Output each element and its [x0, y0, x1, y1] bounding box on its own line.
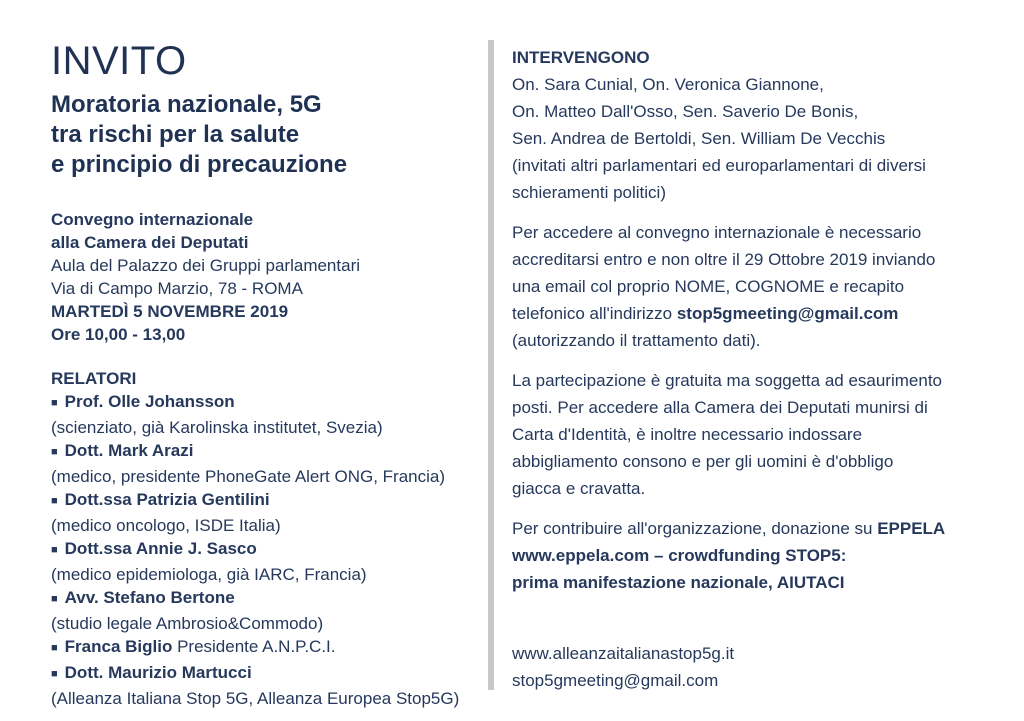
attendee-line: On. Sara Cunial, On. Veronica Giannone,: [512, 75, 824, 94]
paragraph-line: Per accedere al convegno internazionale è necessario: [512, 223, 922, 242]
event-address-line: Aula del Palazzo dei Gruppi parlamentari: [51, 256, 361, 275]
attendee-line: On. Matteo Dall'Osso, Sen. Saverio De Bonis,: [512, 102, 859, 121]
right-column: [512, 44, 1017, 694]
speaker-detail: (medico oncologo, ISDE Italia): [51, 516, 281, 535]
speaker-name: [51, 586, 485, 612]
speaker-role-text: Presidente A.N.P.C.I.: [172, 637, 336, 656]
subtitle: [51, 90, 485, 180]
paragraph-line: telefonico all'indirizzo stop5gmeeting@gmail.com: [512, 304, 899, 323]
speaker-name: [51, 635, 485, 661]
column-divider: [488, 40, 494, 690]
paragraph-line: Per contribuire all'organizzazione, donazione su EPPELA: [512, 519, 946, 538]
intervengono-heading: INTERVENGONO: [512, 48, 650, 67]
speaker-detail: (medico epidemiologa, già IARC, Francia): [51, 565, 367, 584]
event-details: [51, 208, 485, 346]
relatori-heading: RELATORI: [51, 369, 137, 388]
participation-paragraph: [512, 367, 1017, 502]
website-link: www.alleanzaitalianastop5g.it: [512, 644, 735, 663]
paragraph-line: abbigliamento consono e per gli uomini è d'obbligo: [512, 452, 894, 471]
paragraph-line: una email col proprio NOME, COGNOME e recapito: [512, 277, 905, 296]
paragraph-line: (autorizzando il trattamento dati).: [512, 331, 761, 350]
paragraph-line: La partecipazione è gratuita ma soggetta ad esaurimento: [512, 371, 942, 390]
speaker-detail: (medico, presidente PhoneGate Alert ONG, Francia): [51, 467, 446, 486]
speaker-name-text: Dott. Mark Arazi: [64, 441, 194, 460]
bullet-square-icon: ■: [51, 495, 58, 507]
paragraph-line: posti. Per accedere alla Camera dei Deputati munirsi di: [512, 398, 928, 417]
subtitle-line: e principio di precauzione: [51, 151, 348, 178]
attendee-line: (invitati altri parlamentari ed europarlamentari di diversi: [512, 156, 926, 175]
contact-email-bold: stop5gmeeting@gmail.com: [676, 304, 899, 323]
speaker-name: [51, 439, 485, 465]
speaker-name-text: Avv. Stefano Bertone: [64, 588, 235, 607]
speaker-name: [51, 661, 485, 687]
attendees-block: [512, 71, 1017, 206]
speaker-name-text: Dott.ssa Patrizia Gentilini: [64, 490, 270, 509]
left-column: [51, 40, 485, 710]
email-link: stop5gmeeting@gmail.com: [512, 671, 719, 690]
speakers-list: [51, 367, 485, 710]
donation-paragraph: [512, 515, 1017, 596]
speaker-detail: (studio legale Ambrosio&Commodo): [51, 614, 324, 633]
speaker-name: [51, 537, 485, 563]
page-title: INVITO: [51, 39, 187, 83]
attendee-line: schieramenti politici): [512, 183, 666, 202]
bullet-square-icon: ■: [51, 668, 58, 680]
subtitle-line: tra rischi per la salute: [51, 121, 300, 148]
speaker-name: [51, 488, 485, 514]
crowdfunding-cta-bold: prima manifestazione nazionale, AIUTACI: [512, 573, 845, 592]
paragraph-line: accreditarsi entro e non oltre il 29 Ottobre 2019 inviando: [512, 250, 936, 269]
paragraph-line: giacca e cravatta.: [512, 479, 646, 498]
event-venue-line: Convegno internazionale: [51, 210, 254, 229]
speaker-detail: (Alleanza Italiana Stop 5G, Alleanza Europea Stop5G): [51, 689, 460, 708]
bullet-square-icon: ■: [51, 446, 58, 458]
contact-links: [512, 640, 1017, 694]
bullet-square-icon: ■: [51, 397, 58, 409]
event-address-line: Via di Campo Marzio, 78 - ROMA: [51, 279, 303, 298]
paragraph-line: [512, 569, 1017, 596]
speaker-name-text: Prof. Olle Johansson: [64, 392, 235, 411]
bullet-square-icon: ■: [51, 593, 58, 605]
speaker-name: [51, 390, 485, 416]
paragraph-line: Carta d'Identità, è inoltre necessario indossare: [512, 425, 863, 444]
crowdfunding-url-bold: www.eppela.com – crowdfunding STOP5:: [512, 546, 847, 565]
event-date: MARTEDÌ 5 NOVEMBRE 2019: [51, 302, 289, 321]
bullet-square-icon: ■: [51, 642, 58, 654]
speaker-detail: (scienziato, già Karolinska institutet, Svezia): [51, 418, 383, 437]
bullet-square-icon: ■: [51, 544, 58, 556]
speaker-name-text: Dott. Maurizio Martucci: [64, 663, 252, 682]
event-time: Ore 10,00 - 13,00: [51, 325, 186, 344]
subtitle-line: Moratoria nazionale, 5G: [51, 91, 322, 118]
accreditation-paragraph: [512, 219, 1017, 354]
speaker-name-text: Dott.ssa Annie J. Sasco: [64, 539, 257, 558]
crowdfunding-name-bold: EPPELA: [877, 519, 946, 538]
speaker-name-text: Franca Biglio: [64, 637, 173, 656]
event-venue-line: alla Camera dei Deputati: [51, 233, 249, 252]
attendee-line: Sen. Andrea de Bertoldi, Sen. William De Vecchis: [512, 129, 886, 148]
paragraph-line: [512, 542, 1017, 569]
